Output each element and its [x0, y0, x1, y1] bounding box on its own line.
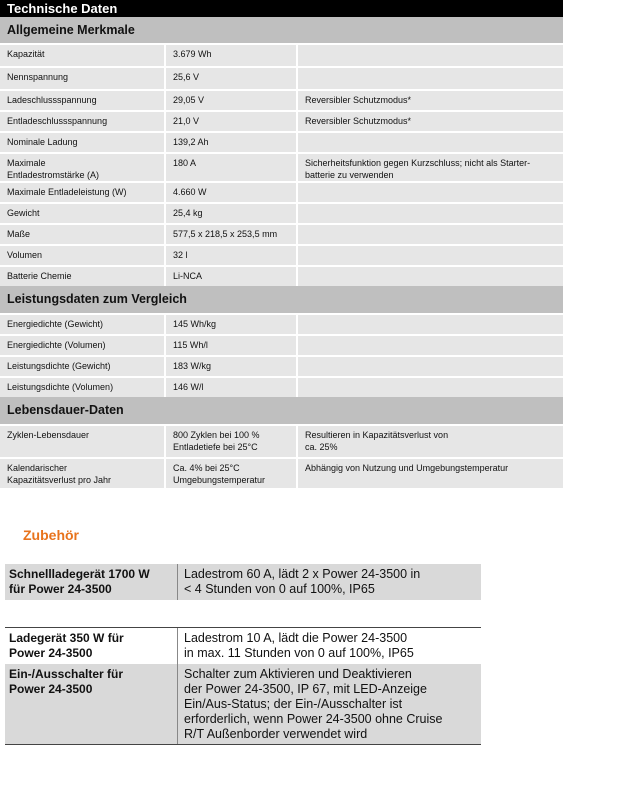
row-value: 21,0 V: [166, 112, 298, 131]
row-note: [298, 183, 563, 202]
table-row: [0, 376, 563, 397]
row-label: Maximale Entladeleistung (W): [0, 183, 166, 202]
row-label: Volumen: [0, 246, 166, 265]
row-value: 183 W/kg: [166, 357, 298, 376]
row-label: Kalendarischer Kapazitätsverlust pro Jahr: [0, 459, 166, 488]
table-row: [0, 355, 563, 376]
row-note: [298, 45, 563, 66]
row-label: Kapazität: [0, 45, 166, 66]
row-value: 145 Wh/kg: [166, 315, 298, 334]
row-note: [298, 68, 563, 89]
row-label: Nominale Ladung: [0, 133, 166, 152]
row-value: 800 Zyklen bei 100 % Entladetiefe bei 25°C: [166, 426, 298, 457]
accessory-name: Ladegerät 350 W für Power 24-3500: [9, 631, 124, 660]
row-note: [298, 225, 563, 244]
row-label: Maximale Entladestromstärke (A): [0, 154, 166, 181]
row-label: Gewicht: [0, 204, 166, 223]
row-value: 180 A: [166, 154, 298, 181]
table-row: [0, 66, 563, 89]
table-row: [0, 89, 563, 110]
row-label: Leistungsdichte (Volumen): [0, 378, 166, 397]
page-title: Technische Daten: [0, 0, 563, 17]
table-row: [0, 457, 563, 488]
table-row: [0, 223, 563, 244]
row-value: 32 l: [166, 246, 298, 265]
accessory-name: Schnellladegerät 1700 W für Power 24-3500: [9, 567, 150, 596]
accessory-description: Ladestrom 60 A, lädt 2 x Power 24-3500 in < 4 Stunden von 0 auf 100%, IP65: [177, 564, 481, 600]
row-note: [298, 267, 563, 286]
table-row: [0, 313, 563, 334]
table-row: [0, 334, 563, 355]
row-value: 139,2 Ah: [166, 133, 298, 152]
row-note: [298, 246, 563, 265]
row-value: 29,05 V: [166, 91, 298, 110]
table-row: [0, 110, 563, 131]
row-value: Li-NCA: [166, 267, 298, 286]
row-value: 577,5 x 218,5 x 253,5 mm: [166, 225, 298, 244]
table-row: [0, 244, 563, 265]
section-heading: Lebensdauer-Daten: [0, 397, 563, 424]
row-note: Reversibler Schutzmodus*: [305, 95, 412, 105]
section-rows: [0, 424, 563, 488]
row-value: 146 W/l: [166, 378, 298, 397]
row-note: [298, 357, 563, 376]
table-row: [0, 131, 563, 152]
section-rows: [0, 43, 563, 286]
row-value: Ca. 4% bei 25°C Umgebungstemperatur: [166, 459, 298, 488]
row-note: [298, 315, 563, 334]
row-label: Leistungsdichte (Gewicht): [0, 357, 166, 376]
accessory-name: Ein-/Ausschalter für Power 24-3500: [9, 667, 124, 696]
accessory-row: [5, 563, 481, 600]
accessory-description: Ladestrom 10 A, lädt die Power 24-3500 in max. 11 Stunden von 0 auf 100%, IP65: [177, 628, 481, 665]
row-label: Nennspannung: [0, 68, 166, 89]
accessory-row: [5, 664, 481, 745]
table-row: [0, 43, 563, 66]
row-note: Reversibler Schutzmodus*: [305, 116, 412, 126]
row-note: Resultieren in Kapazitätsverlust von ca. 25%: [305, 430, 449, 452]
row-value: 3.679 Wh: [166, 45, 298, 66]
row-value: 25,4 kg: [166, 204, 298, 223]
row-label: Energiedichte (Gewicht): [0, 315, 166, 334]
row-label: Zyklen-Lebensdauer: [0, 426, 166, 457]
row-note: [298, 378, 563, 397]
section-heading: Allgemeine Merkmale: [0, 17, 563, 43]
row-note: [298, 336, 563, 355]
section-heading: Leistungsdaten zum Vergleich: [0, 286, 563, 313]
table-row: [0, 181, 563, 202]
row-value: 25,6 V: [166, 68, 298, 89]
accessory-row: [5, 627, 481, 665]
row-note: [298, 204, 563, 223]
accessories-title: Zubehör: [23, 527, 79, 543]
table-row: [0, 202, 563, 223]
accessory-description: Schalter zum Aktivieren und Deaktivieren der Power 24-3500, IP 67, mit LED-Anzeige Ein/Aus-Status; der Ein-/Ausschalter ist erforderlich, wenn Power 24-3500 ohne Cruise R/T Außenborder verwendet wird: [177, 664, 481, 744]
table-row: [0, 265, 563, 286]
table-row: [0, 424, 563, 457]
row-label: Ladeschlussspannung: [0, 91, 166, 110]
row-label: Energiedichte (Volumen): [0, 336, 166, 355]
row-label: Entladeschlussspannung: [0, 112, 166, 131]
table-row: [0, 152, 563, 181]
row-label: Maße: [0, 225, 166, 244]
section-rows: [0, 313, 563, 397]
row-note: Abhängig von Nutzung und Umgebungstemperatur: [305, 463, 509, 473]
row-value: 115 Wh/l: [166, 336, 298, 355]
row-note: [298, 133, 563, 152]
row-value: 4.660 W: [166, 183, 298, 202]
row-note: Sicherheitsfunktion gegen Kurzschluss; nicht als Starter- batterie zu verwenden: [305, 158, 531, 180]
row-label: Batterie Chemie: [0, 267, 166, 286]
